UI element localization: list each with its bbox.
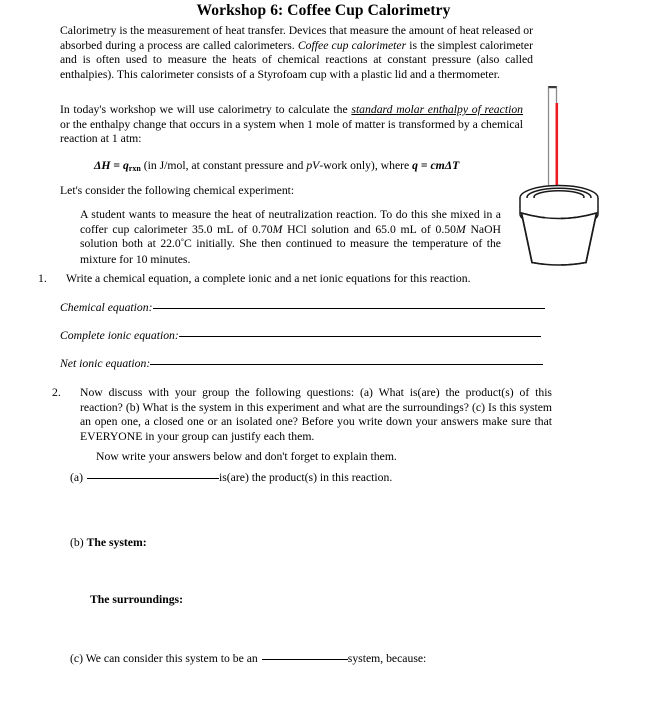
problem-molarity-2: M — [455, 222, 466, 236]
blank-chemical-equation-row — [60, 301, 545, 316]
coffee-cup-calorimeter-figure — [505, 86, 613, 268]
part-b-system-label: The system: — [86, 536, 147, 549]
question-1-number: 1. — [38, 272, 47, 285]
experiment-lead-in: Let's consider the following chemical experiment: — [60, 184, 295, 197]
part-b-surroundings-label: The surroundings: — [90, 593, 183, 606]
part-a-blank[interactable] — [87, 478, 219, 479]
question-2-instruction: Now write your answers below and don't forget to explain them. — [96, 450, 397, 463]
blank-complete-ionic-label: Complete ionic equation: — [60, 329, 179, 342]
formula-equals: = — [110, 159, 123, 172]
intro-p2-part2: or the enthalpy change that occurs in a system when 1 mole of matter is transformed by a chemical reaction at 1 atm: — [60, 117, 523, 146]
intro-p2-part1: In today's workshop we will use calorimetry to calculate the — [60, 103, 352, 116]
problem-line-4: C initially. She then continued to measure the temperature of the mixture for 10 minutes. — [80, 237, 501, 266]
intro-paragraph-2 — [60, 103, 523, 147]
blank-net-ionic-rule[interactable] — [150, 364, 543, 365]
part-a-marker: (a) — [70, 471, 83, 484]
formula-q-subscript: rxn — [128, 164, 141, 173]
problem-line-1: A student wants to measure the heat of neutralization reaction. To do this she mixed in a coffer cup calorimeter 35.0 mL of 0.70 — [80, 208, 501, 236]
answer-part-a-row — [70, 471, 392, 486]
formula-q2: q — [412, 159, 418, 172]
part-c-after-text: system, because: — [347, 652, 427, 665]
part-b-marker: (b) — [70, 536, 84, 549]
blank-net-ionic-label: Net ionic equation: — [60, 357, 151, 370]
problem-line-2: HCl solution and 65.0 mL of 0.50 — [282, 222, 456, 236]
question-2-number: 2. — [52, 386, 61, 399]
part-c-marker: (c) — [70, 652, 83, 665]
problem-line-3: NaOH solution both at 22.0 — [80, 222, 501, 251]
blank-chemical-equation-label: Chemical equation: — [60, 301, 153, 314]
question-1 — [38, 272, 556, 287]
intro-p1-part1: Calorimetry is the measurement of heat transfer. Devices that measure the amount of heat released or absorbed during a process are called calorimeters. — [60, 24, 533, 52]
blank-complete-ionic-row — [60, 329, 541, 344]
formula-middle-text-2: -work only), where — [319, 159, 413, 172]
question-1-text: Write a chemical equation, a complete ionic and a net ionic equations for this reaction. — [66, 272, 471, 285]
intro-p1-part2: is the simplest calorimeter and is often used to measure the heats of chemical reactions at constant pressure (also called enthalpies). This calorimeter consists of a Styrofoam cup with a plastic lid and a thermometer. — [60, 38, 533, 81]
problem-molarity-1: M — [272, 222, 283, 236]
problem-statement — [80, 208, 501, 267]
formula-q: q — [122, 159, 129, 172]
answer-part-c-row — [70, 652, 426, 667]
answer-part-b-surroundings-row — [90, 593, 183, 608]
blank-complete-ionic-rule[interactable] — [179, 336, 541, 337]
formula-middle-text: (in J/mol, at constant pressure and — [140, 159, 307, 172]
enthalpy-formula — [94, 159, 534, 175]
blank-chemical-equation-rule[interactable] — [153, 308, 545, 309]
answer-part-b-system-row — [70, 536, 147, 551]
question-2-text: Now discuss with your group the following questions: (a) What is(are) the product(s) of this reaction? (b) What is the system in this experiment and what are the surroundings? (c) Is this system an open one, a closed one or an isolated one? Before you write down your answers make sure that EVERYONE in your group can justify each them. — [80, 386, 552, 443]
cup-interior-mask — [545, 204, 561, 266]
formula-pv: pV — [306, 159, 320, 172]
part-a-after-text: is(are) the product(s) in this reaction. — [218, 471, 393, 484]
intro-paragraph-1 — [60, 24, 533, 82]
intro-p1-italic: Coffee cup calorimeter — [297, 38, 407, 52]
formula-delta-h: ΔH — [94, 159, 111, 172]
blank-net-ionic-row — [60, 357, 543, 372]
part-c-blank[interactable] — [262, 659, 348, 660]
thermometer-cap — [549, 86, 557, 88]
part-c-before-text: We can consider this system to be an — [85, 652, 258, 665]
intro-p2-emphasis: standard molar enthalpy of reaction — [351, 103, 524, 116]
formula-cm-delta-t: cmΔT — [430, 159, 460, 172]
formula-equals-2: = — [417, 159, 431, 172]
degree-symbol: ° — [180, 236, 184, 246]
page-title: Workshop 6: Coffee Cup Calorimetry — [196, 2, 451, 19]
question-2 — [52, 386, 552, 444]
